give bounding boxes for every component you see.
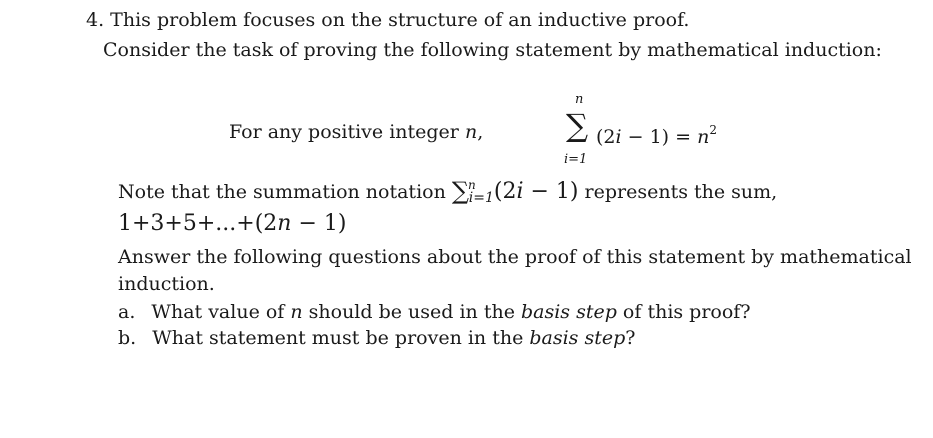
- statement-prefix-text: For any positive integer n,: [229, 121, 484, 143]
- question-b-text: What statement must be proven in the basis step?: [152, 327, 636, 349]
- note-line: [118, 178, 777, 206]
- inline-summation-expression: (2i − 1): [493, 179, 579, 204]
- summation-expression: [596, 120, 717, 149]
- problem-heading: [86, 8, 689, 32]
- problem-intro: [103, 38, 882, 62]
- instructions-text-2: induction.: [118, 273, 215, 295]
- question-a-marker: a.: [118, 301, 136, 323]
- question-b: [118, 326, 635, 350]
- series-expression: 1+3+5+...+(2n − 1): [118, 211, 347, 236]
- note-suffix: represents the sum,: [578, 181, 778, 203]
- instructions-text-1: Answer the following questions about the proof of this statement by mathematical: [118, 246, 912, 268]
- statement-prefix: [229, 120, 483, 144]
- inline-summation-lower: i=1: [468, 190, 494, 206]
- problem-heading-text: 4. This problem focuses on the structure of an inductive proof.: [86, 9, 690, 31]
- note-prefix: Note that the summation notation: [118, 181, 452, 203]
- inline-summation-symbol: ∑: [451, 177, 469, 205]
- inline-summation-upper: n: [468, 178, 476, 192]
- question-a: [118, 300, 751, 324]
- summation-symbol: ∑: [566, 108, 589, 144]
- summation-expression-text: $(2i - 1) = n^2$: [596, 123, 717, 149]
- question-b-marker: b.: [118, 327, 137, 349]
- problem-intro-text: Consider the task of proving the following statement by mathematical induction:: [103, 39, 882, 61]
- series-line: [118, 212, 346, 236]
- summation-lower-limit: i=1: [564, 152, 588, 167]
- instructions-line-1: [118, 245, 912, 269]
- question-a-text: What value of n should be used in the basis step of this proof?: [151, 301, 751, 323]
- instructions-line-2: [118, 272, 215, 296]
- summation-upper-limit: n: [575, 92, 584, 107]
